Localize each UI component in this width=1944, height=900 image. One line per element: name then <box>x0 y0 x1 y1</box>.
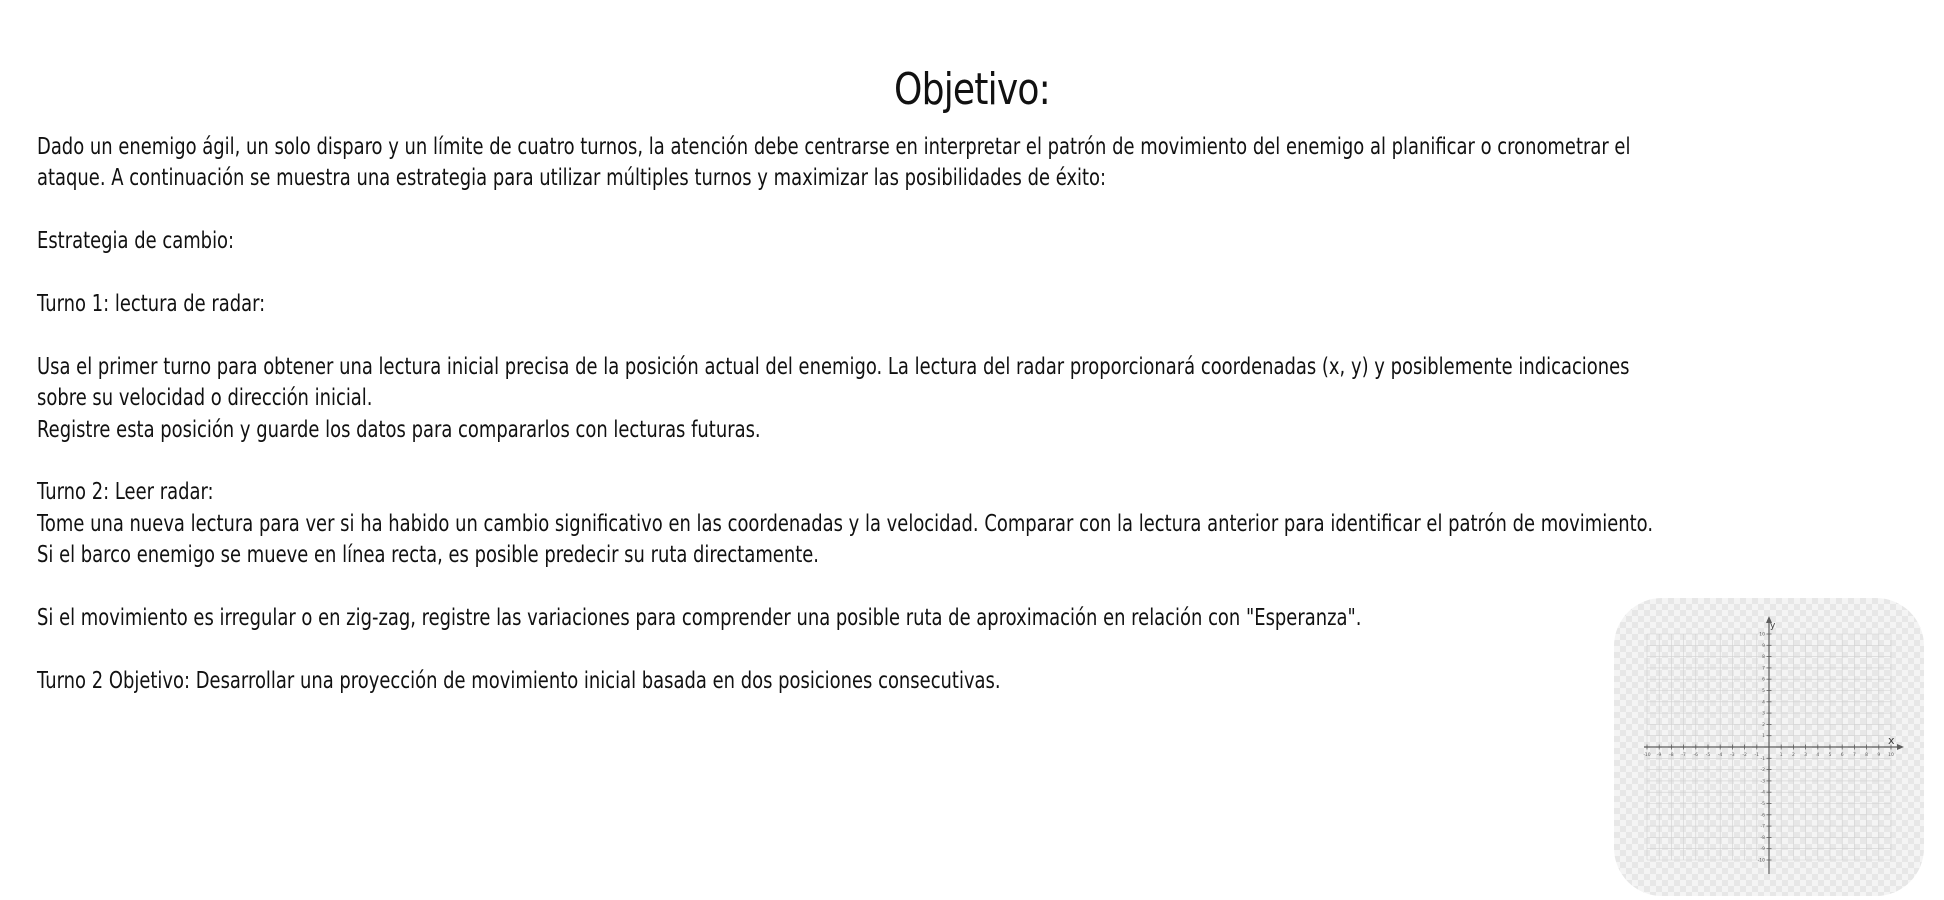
y-tick-label: 10 <box>1759 632 1765 638</box>
y-tick-label: 6 <box>1762 677 1765 683</box>
y-tick-label: 3 <box>1762 711 1765 717</box>
page-title: Objetivo: <box>894 64 1050 115</box>
y-tick-label: -6 <box>1760 813 1765 819</box>
blank-line <box>37 446 1503 477</box>
paragraph-line: Tome una nueva lectura para ver si ha habido un cambio significativo en las coordenadas y la velocidad. Comparar con la lectura anterior para identificar el patrón de movimiento. <box>37 510 1654 537</box>
document-body <box>37 132 1654 697</box>
y-tick-label: -10 <box>1757 858 1765 864</box>
section-heading: Turno 1: lectura de radar: <box>37 291 266 317</box>
paragraph-line: Usa el primer turno para obtener una lectura inicial precisa de la posición actual del enemigo. La lectura del radar proporcionará coordenadas (x, y) y posiblemente indicaciones <box>37 353 1630 380</box>
paragraph-line: ataque. A continuación se muestra una estrategia para utilizar múltiples turnos y maximizar las posibilidades de éxito: <box>37 165 1107 192</box>
x-tick-label: 6 <box>1840 753 1844 758</box>
x-tick-label: 7 <box>1852 753 1856 758</box>
x-tick-label: -1 <box>1754 753 1760 758</box>
paragraph-line: Registre esta posición y guarde los datos para compararlos con lecturas futuras. <box>37 416 761 443</box>
y-tick-label: 5 <box>1762 689 1765 694</box>
blank-line <box>37 195 1503 226</box>
x-tick-label: 10 <box>1888 753 1894 758</box>
y-tick-label: 9 <box>1762 643 1765 649</box>
blank-line <box>37 572 1503 603</box>
coordinate-plane-image <box>1614 598 1924 896</box>
x-tick-label: 8 <box>1865 753 1869 758</box>
y-tick-label: 8 <box>1762 655 1765 661</box>
y-tick-label: -4 <box>1760 790 1765 796</box>
x-tick-label: -10 <box>1643 753 1651 758</box>
x-tick-label: -7 <box>1681 753 1686 758</box>
blank-line <box>37 320 1503 351</box>
x-tick-label: 1 <box>1779 753 1783 758</box>
coordinate-plane-graphic <box>1614 598 1924 896</box>
x-tick-label: 5 <box>1828 753 1832 758</box>
paragraph-line: Turno 2 Objetivo: Desarrollar una proyección de movimiento inicial basada en dos posiciones consecutivas. <box>37 667 1001 694</box>
blank-line <box>37 258 1503 289</box>
x-tick-label: 9 <box>1877 753 1881 758</box>
y-tick-label: 2 <box>1762 722 1765 728</box>
y-tick-label: -5 <box>1760 802 1765 807</box>
axes <box>1644 616 1904 874</box>
x-tick-label: -9 <box>1656 753 1662 758</box>
y-tick-label: 1 <box>1762 734 1765 740</box>
paragraph-line: Si el movimiento es irregular o en zig-zag, registre las variaciones para comprender una posible ruta de aproximación en relación con "Esperanza". <box>37 605 1362 632</box>
x-tick-label: -4 <box>1717 753 1723 758</box>
y-tick-label: -8 <box>1760 835 1765 841</box>
x-tick-label: -5 <box>1705 753 1711 758</box>
section-heading: Estrategia de cambio: <box>37 228 235 255</box>
y-axis-label: y <box>1770 621 1776 631</box>
x-tick-label: -6 <box>1693 753 1699 758</box>
paragraph-line: Si el barco enemigo se mueve en línea recta, es posible predecir su ruta directamente. <box>37 542 819 569</box>
y-tick-label: -3 <box>1760 779 1765 785</box>
x-tick-label: 3 <box>1804 753 1808 758</box>
paragraph-line: sobre su velocidad o dirección inicial. <box>37 385 373 412</box>
blank-line <box>37 634 1503 665</box>
y-tick-label: 4 <box>1762 700 1765 706</box>
x-tick-label: -8 <box>1669 753 1674 758</box>
section-heading: Turno 2: Leer radar: <box>37 479 214 506</box>
y-tick-label: -9 <box>1760 847 1765 853</box>
x-tick-label: 4 <box>1816 753 1820 758</box>
x-tick-label: -3 <box>1730 753 1735 758</box>
paragraph-line: Dado un enemigo ágil, un solo disparo y un límite de cuatro turnos, la atención debe centrarse en interpretar el patrón de movimiento del enemigo al planificar o cronometrar el <box>37 134 1631 160</box>
y-tick-label: 7 <box>1762 666 1765 672</box>
x-axis-label: x <box>1888 734 1895 747</box>
x-axis-arrow <box>1897 744 1904 750</box>
y-tick-label: -1 <box>1760 756 1765 762</box>
y-tick-label: -2 <box>1760 768 1765 774</box>
x-tick-label: -2 <box>1742 753 1747 758</box>
y-tick-label: -7 <box>1760 824 1765 830</box>
x-tick-label: 2 <box>1791 753 1795 758</box>
